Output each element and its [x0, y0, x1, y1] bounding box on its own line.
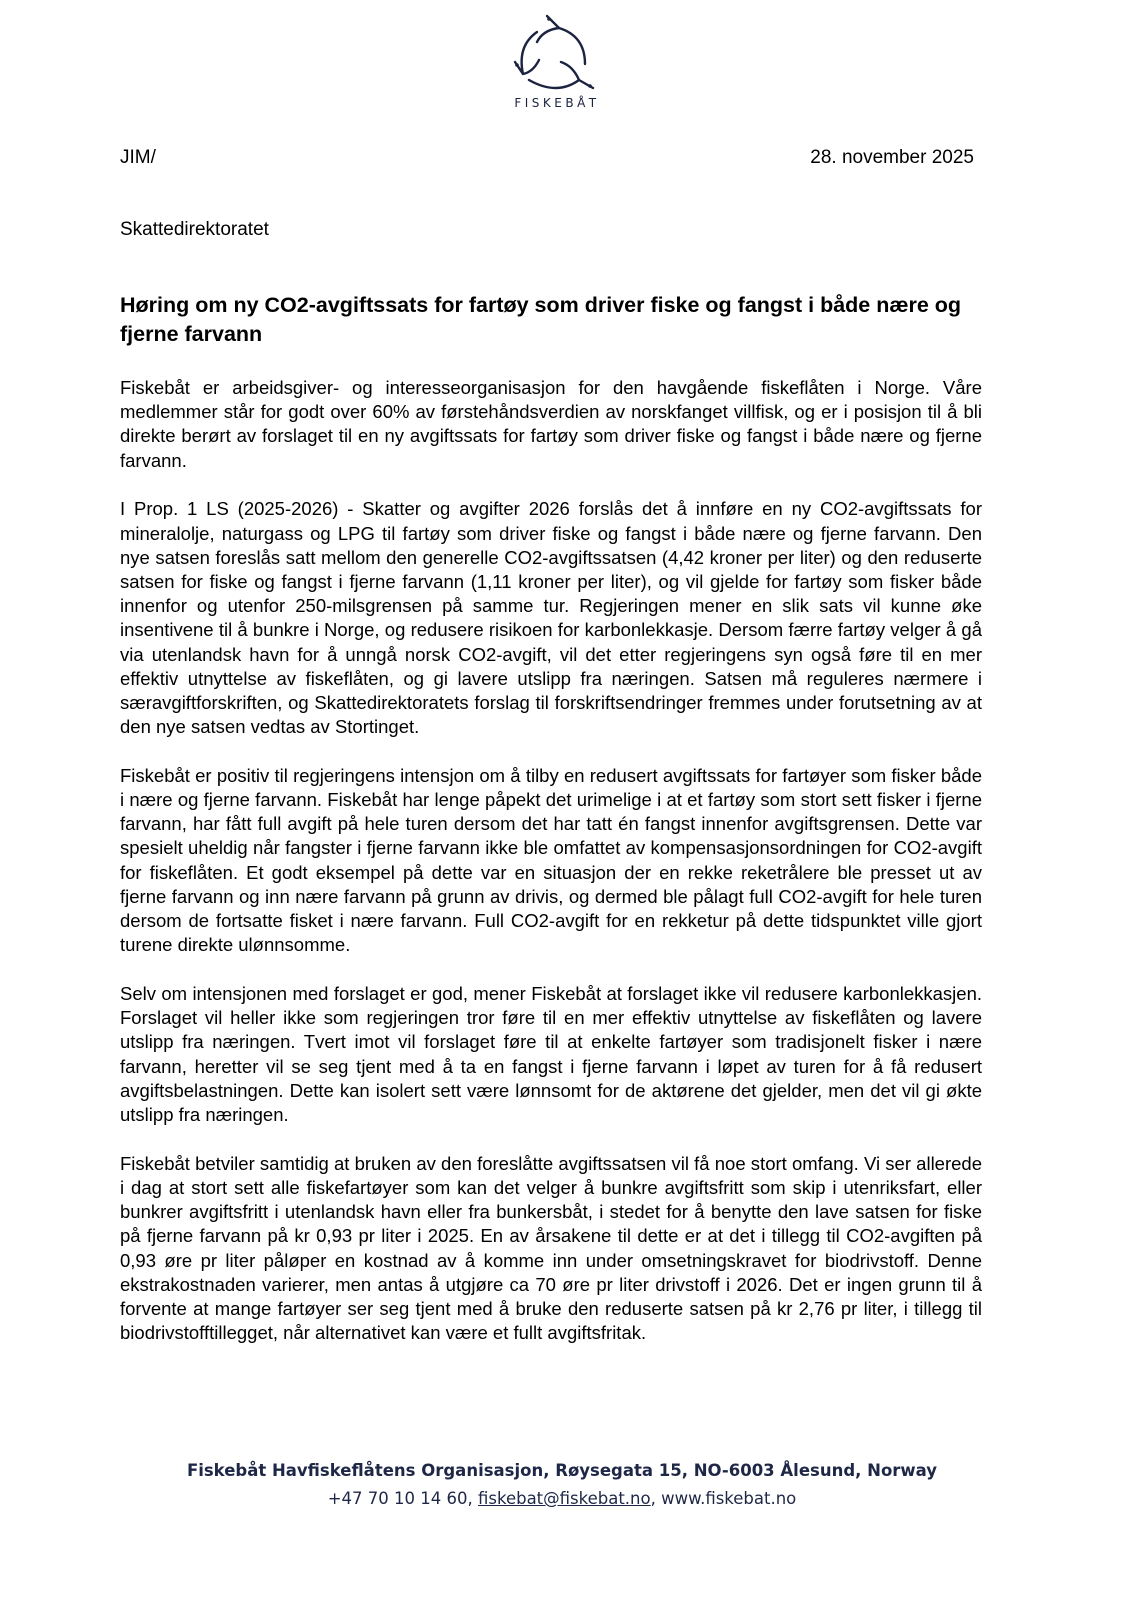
- paragraph-concerns: Selv om intensjonen med forslaget er god, mener Fiskebåt at forslaget ikke vil redusere karbonlekkasjen. Forslaget vil heller ikke som regjeringen tror føre til en mer effektiv utnyttelse av fiskeflåten og lavere utslipp fra næringen. Tvert imot vil forslaget føre til at enkelte fartøyer som tradisjonelt fisker i nære farvann, heretter vil se seg tjent med å ta en fangst i fjerne farvann i løpet av turen for å få redusert avgiftsbelastningen. Dette kan isolert sett være lønnsomt for de aktørene det gjelder, men det vil gi økte utslipp fra næringen.: [120, 982, 982, 1125]
- footer: [0, 1457, 1124, 1513]
- footer-email-link[interactable]: fiskebat@fiskebat.no: [477, 1489, 651, 1508]
- paragraph-intro: Fiskebåt er arbeidsgiver- og interesseorganisasjon for den havgående fiskeflåten i Norge. Våre medlemmer står for godt over 60% av førstehåndsverdien av norskfanget villfisk, og er i posisjon til å bli direkte berørt av forslaget til en ny avgiftssats for fartøy som driver fiske og fangst i både nære og fjerne farvann.: [120, 377, 982, 471]
- footer-website[interactable]: , www.fiskebat.no: [650, 1489, 797, 1508]
- document-title: Høring om ny CO2-avgiftssats for fartøy som driver fiske og fangst i både nære og fjerne farvann: [120, 293, 962, 346]
- paragraph-doubts: Fiskebåt betviler samtidig at bruken av den foreslåtte avgiftssatsen vil få noe stort omfang. Vi ser allerede i dag at stort sett alle fiskefartøyer som kan det velger å bunkre avgiftsfritt som skip i utenriksfart, eller bunkrer avgiftsfritt i utenlandsk havn eller fra bunkersbåt, i stedet for å benytte den lave satsen for fiske på fjerne farvann på kr 0,93 pr liter i 2025. En av årsakene til dette er at det i tillegg til CO2-avgiften på 0,93 øre pr liter påløper en kostnad av å komme inn under omsetningskravet for biodrivstoff. Denne ekstrakostnaden varierer, men antas å utgjøre ca 70 øre pr liter drivstoff i 2026. Det er ingen grunn til å forvente at mange fartøyer ser seg tjent med å bruke den reduserte satsen på kr 2,76 pr liter, i tillegg til biodrivstofftillegget, når alternativet kan være et fullt avgiftsfritak.: [120, 1152, 982, 1344]
- letter-date: 28. november 2025: [810, 147, 974, 168]
- fiskebat-logo: [500, 10, 610, 110]
- paragraph-proposal: I Prop. 1 LS (2025-2026) - Skatter og avgifter 2026 forslås det å innføre en ny CO2-avgiftssats for mineralolje, naturgass og LPG til fartøy som driver fiske og fangst i både nære og fjerne farvann. Den nye satsen foreslås satt mellom den generelle CO2-avgiftssatsen (4,42 kroner per liter) og den reduserte satsen for fiske og fangst i fjerne farvann (1,11 kroner per liter), og vil gjelde for fartøy som fisker både innenfor og utenfor 250-milsgrensen på samme tur. Regjeringen mener en slik sats vil kunne øke insentivene til å bunkre i Norge, og redusere risikoen for karbonlekkasje. Dersom færre fartøy velger å gå via utenlandsk havn for å unngå norsk CO2-avgift, vil det etter regjeringens syn også føre til en mer effektiv utnyttelse av fiskeflåten, og gi lavere utslipp fra næringen. Satsen må reguleres nærmere i særavgiftforskriften, og Skattedirektoratets forslag til forskriftsendringer fremmes under forutsetning av at den nye satsen vedtas av Stortinget.: [120, 498, 982, 738]
- letter-body: [120, 376, 982, 1370]
- logo-wordmark: FISKEBÅT: [514, 96, 600, 110]
- footer-phone: +47 70 10 14 60,: [327, 1489, 473, 1508]
- paragraph-position: Fiskebåt er positiv til regjeringens intensjon om å tilby en redusert avgiftssats for fartøyer som fisker både i nære og fjerne farvann. Fiskebåt har lenge påpekt det urimelige i at et fartøy som stort sett fisker i fjerne farvann, har fått full avgift på hele turen dersom det har tatt én fangst innenfor avgiftsgrensen. Dette var spesielt uheldig når fangster i fjerne farvann ikke ble omfattet av kompensasjonsordningen for CO2-avgift for fiskeflåten. Et godt eksempel på dette var en situasjon der en rekke reketrålere ble presset ut av fjerne farvann og inn nære farvann på grunn av drivis, og dermed ble pålagt full CO2-avgift for hele turen dersom de fortsatte fisket i nære farvann. Full CO2-avgift for en rekketur på dette tidspunktet ville gjort turene direkte ulønnsomme.: [120, 764, 982, 956]
- recipient: Skattedirektoratet: [120, 219, 269, 240]
- fiskebat-logo-icon: [507, 10, 603, 94]
- footer-organization: Fiskebåt Havfiskeflåtens Organisasjon, Røysegata 15, NO-6003 Ålesund, Norway: [186, 1461, 938, 1480]
- reference-initials: JIM/: [120, 147, 156, 168]
- footer-contact: [0, 1485, 1124, 1513]
